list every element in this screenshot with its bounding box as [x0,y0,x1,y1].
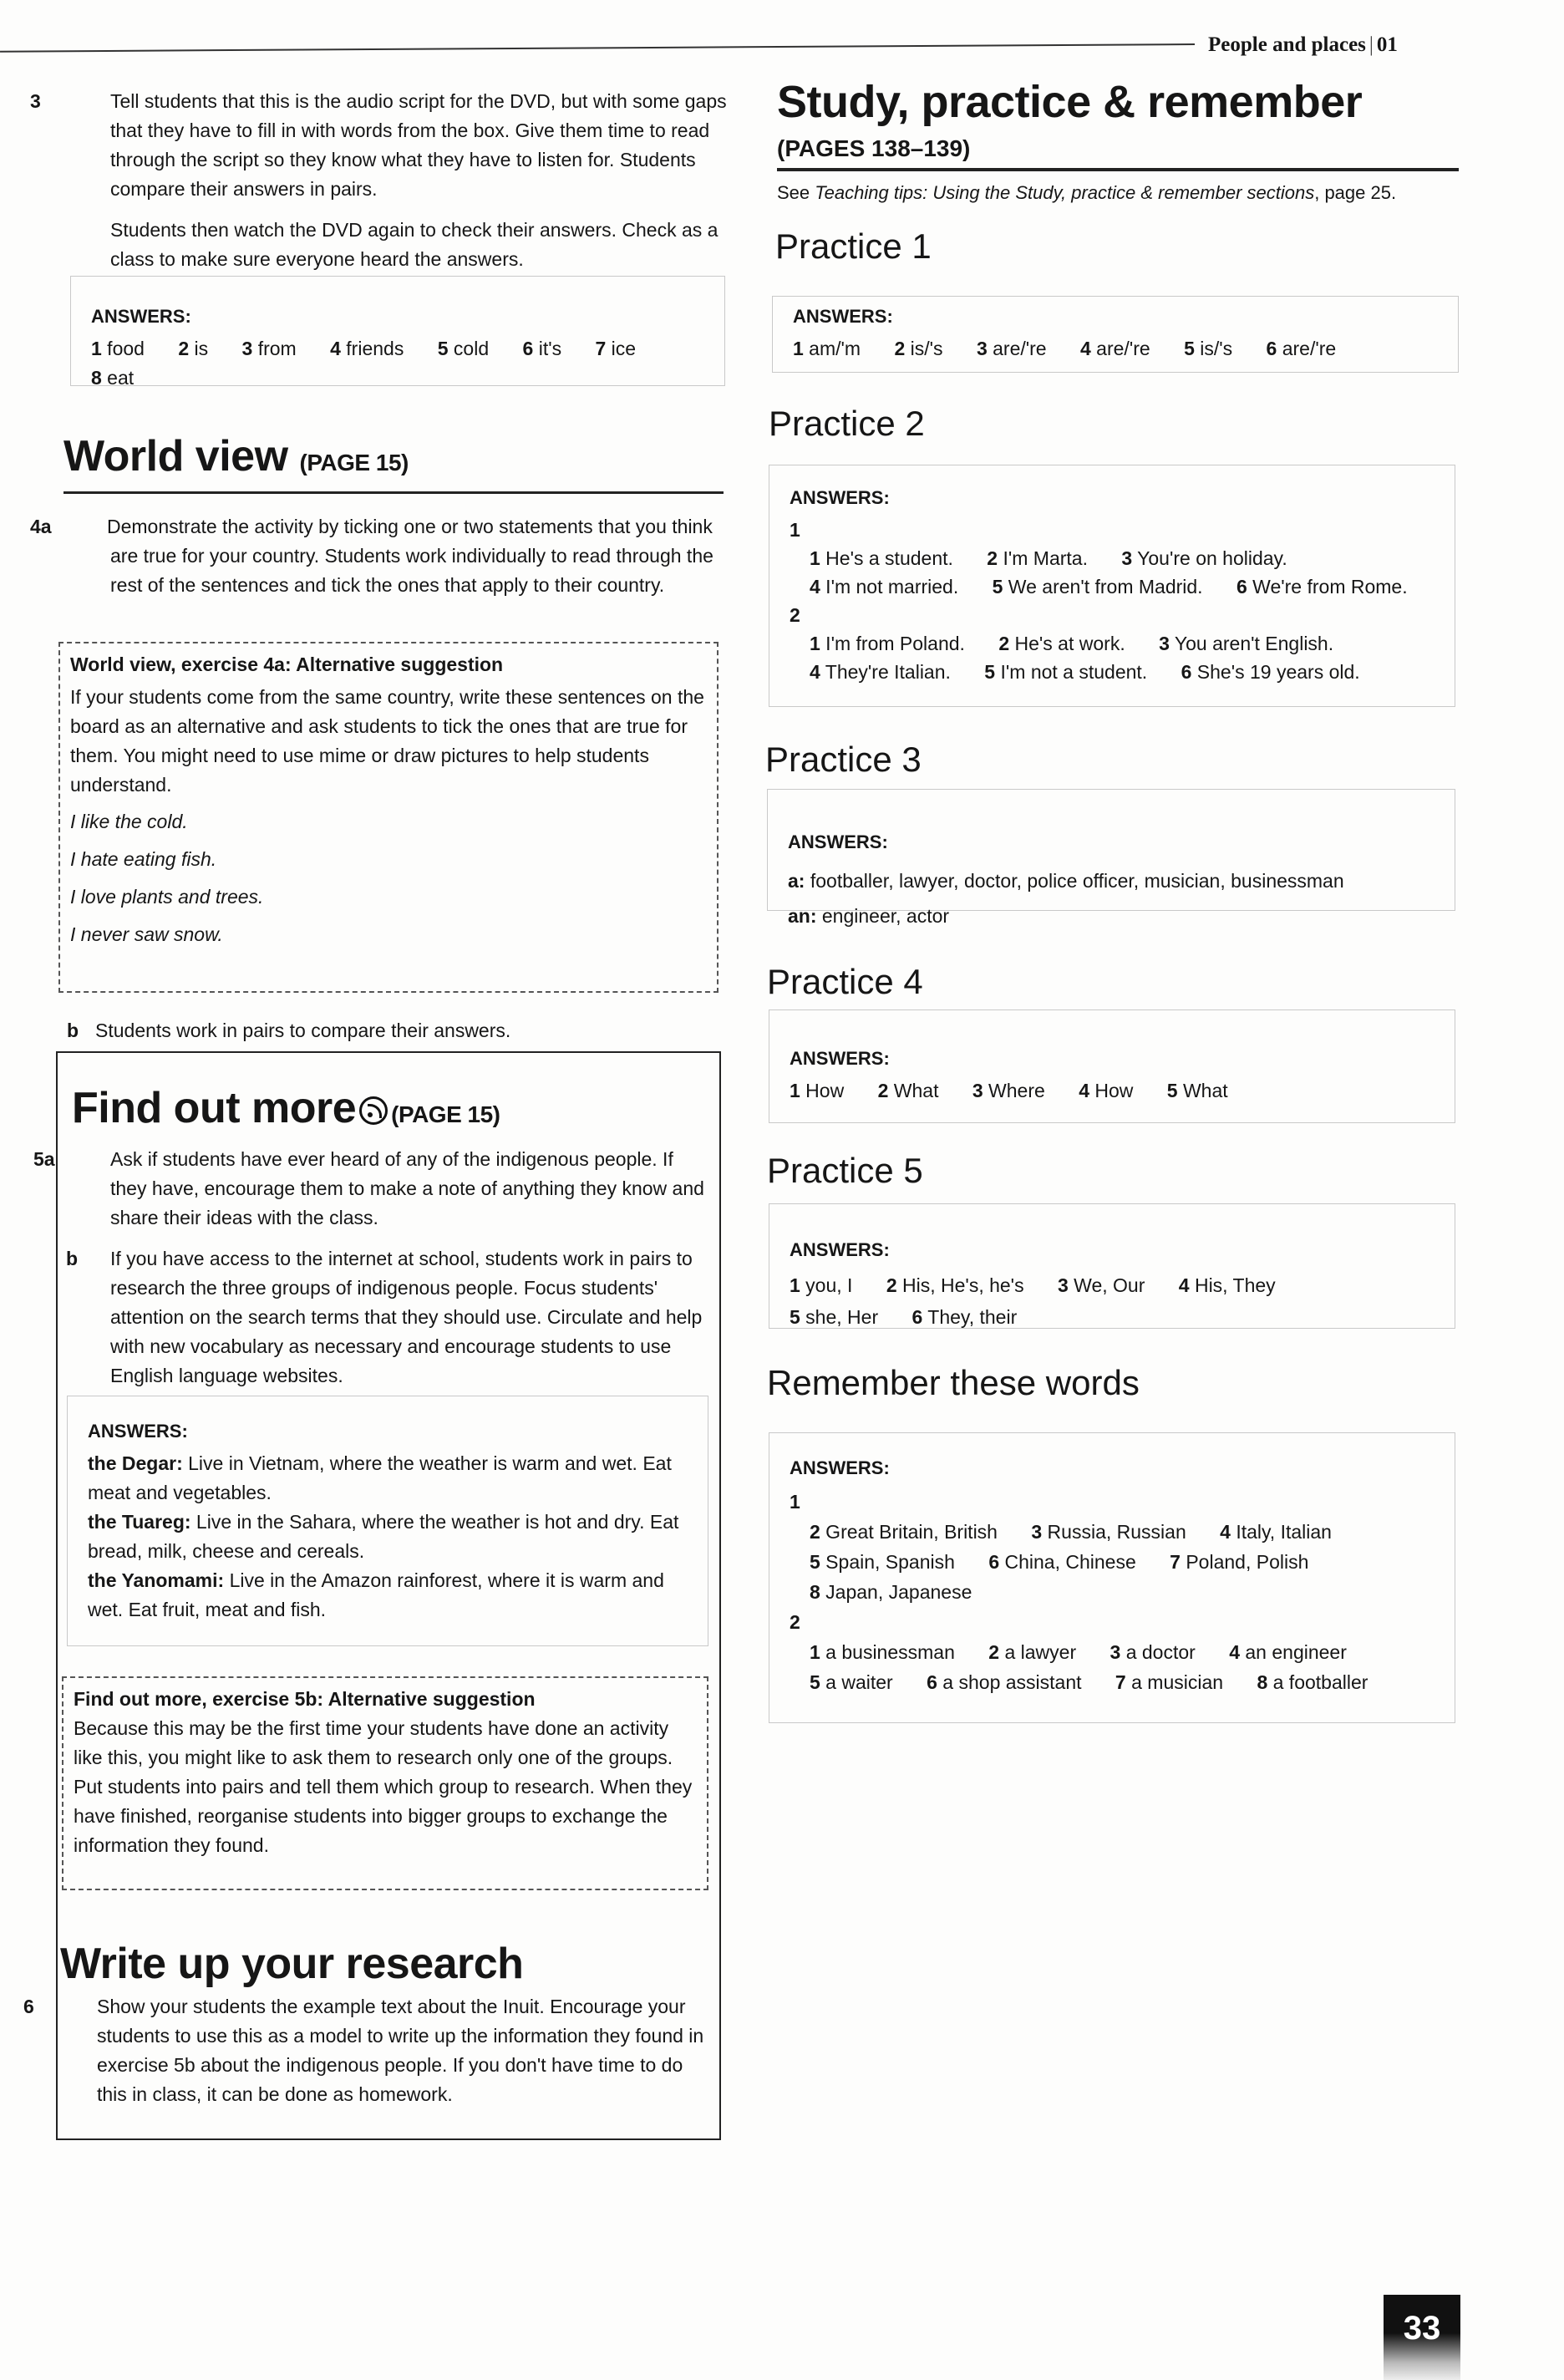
answer-item [1257,1671,1368,1693]
exercise-text: Tell students that this is the audio script for the DVD, but with some gaps that they have to fill in with words from the box. Give them time to read through the script so they know what they have to listen for. Students compare their answers in pairs. [110,90,727,200]
practice-5-heading: Practice 5 [767,1151,923,1190]
page-range: (PAGES 138–139) [777,135,971,161]
heading-rule [63,491,724,494]
answer-text: Great Britain, British [820,1521,998,1543]
answer-item [993,576,1203,598]
answer-item [810,633,965,654]
answer-item [1110,1641,1196,1663]
answer-item [1079,1080,1133,1101]
answer-item [1220,1521,1332,1543]
answer-item [977,338,1047,359]
answer-number: 3 [1159,633,1170,654]
answer-item [810,1641,955,1663]
answer-text: What [1177,1080,1228,1101]
answer-item [810,1521,998,1543]
section-heading: World view (PAGE 15) [63,432,409,481]
answer-number: 2 [810,1521,820,1543]
answer-item [1229,1641,1347,1663]
page-title: Study, practice & remember [777,77,1363,127]
answer-text: a waiter [820,1671,893,1693]
answer-number: 5 [810,1671,820,1693]
answer-item [912,1306,1018,1328]
answer-number: 5 [992,576,1003,598]
answer-number: 1 [793,338,804,359]
practice-1-answers: ANSWERS: 1 am/'m 2 is/'s 3 are/'re 4 are/'re 5 is/'s 6 are/'re [772,296,1459,373]
teaching-tips-note: See Teaching tips: Using the Study, practice & remember sections, page 25. [777,182,1397,203]
group-name: the Yanomami: [88,1569,225,1591]
exercise-number: 3 [30,90,41,112]
answer-text: are/'re [987,338,1047,359]
practice-4-answers: ANSWERS: 1 How 2 What 3 Where 4 How 5 What [769,1009,1455,1123]
answer-item [1181,661,1360,683]
answer-number: 2 [988,1641,1000,1663]
answer-text: food [101,338,145,359]
answer-item [1179,1274,1276,1296]
answer-text: it's [533,338,562,359]
group-description: Live in the Amazon rainforest, where it is warm and wet. Eat fruit, meat and fish. [88,1569,664,1620]
unit-number: 01 [1376,33,1398,56]
answer-number: 5 [437,338,449,359]
answer-number: 3 [976,338,988,359]
answer-number: 2 [877,1080,889,1101]
answer-text: from [252,338,297,359]
answer-item [1031,1521,1186,1543]
practice-2-heading: Practice 2 [769,404,925,443]
answers-label: ANSWERS: [88,1421,188,1442]
answer-number: 4 [1229,1641,1240,1663]
answer-item [1184,338,1232,359]
answer-text: China, Chinese [999,1551,1136,1573]
answer-text: I'm Marta. [998,547,1088,569]
answer-number: 3 [1031,1521,1043,1543]
answer-item [1080,338,1150,359]
answer-number: 2 [178,338,190,359]
answer-text: She's 19 years old. [1191,661,1360,683]
answer-text: a doctor [1120,1641,1196,1663]
answer-item [810,1581,972,1603]
answers-box-5b [67,1396,708,1646]
answer-text: Russia, Russian [1042,1521,1186,1543]
answer-text: How [800,1080,845,1101]
answer-text: a businessman [820,1641,955,1663]
remember-heading: Remember these words [767,1363,1140,1402]
practice-3-heading: Practice 3 [765,740,922,779]
answer-number: 3 [972,1080,983,1101]
answer-item [1121,547,1287,569]
answer-number: 6 [1181,661,1192,683]
answer-number: 6 [522,338,534,359]
answer-text: How [1089,1080,1134,1101]
answer-item [1115,1671,1223,1693]
example-sentence: I love plants and trees. [70,886,264,908]
example-sentences [70,803,707,954]
answer-number: 5 [810,1551,820,1573]
answer-item [790,1306,878,1328]
suggestion-title: World view, exercise 4a: Alternative suggestion [70,653,504,675]
answer-number: 2 [894,338,906,359]
answer-number: 4 [330,338,341,359]
answer-text: Spain, Spanish [820,1551,955,1573]
answer-text: cold [448,338,490,359]
answer-number: 8 [1257,1671,1268,1693]
answer-number: 3 [1110,1641,1121,1663]
practice-3-answers: ANSWERS: a: footballer, lawyer, doctor, police officer, musician, businessman an: engineer, actor [767,789,1455,911]
answer-number: 6 [1236,576,1247,598]
answer-text: ice [606,338,637,359]
answer-item [810,1671,893,1693]
answer-number: 1 [790,1080,800,1101]
answer-text: are/'re [1277,338,1337,359]
answer-item [1267,338,1337,359]
answer-item [91,338,145,359]
group-description: Live in Vietnam, where the weather is warm and wet. Eat meat and vegetables. [88,1452,672,1503]
answer-item [988,1641,1076,1663]
answer-number: 1 [91,338,102,359]
answer-item [810,547,953,569]
answer-number: 3 [1057,1274,1069,1296]
page-number: 33 [1384,2295,1460,2380]
exercise-text: Students then watch the DVD again to check their answers. Check as a class to make sure everyone heard the answers. [110,219,719,270]
section-title: People and places [1208,33,1366,56]
answer-text: is [189,338,209,359]
remember-answers: ANSWERS: 1 2 Great Britain, British 3 Russia, Russian 4 Italy, Italian 5 Spain, Spanish 6 China, Chinese 7 Poland, Polish 8 Japan, Japanese 2 1 a businessman 2 a lawyer 3 a doctor 4 an engineer 5 a waiter 6 a shop assistant 7 a musician 8 a footballer [769,1432,1455,1723]
answer-text: a shop assistant [937,1671,1082,1693]
answer-number: 1 [810,1641,820,1663]
write-up-section: Write up your research 6 Show your students the example text about the Inuit. Encourage your students to use this as a model to write up the information they found in exercise 5b about the indigenous people. If you don't have time to do this in class, it can be done as homework. [60,1939,712,2109]
answer-number: 3 [241,338,253,359]
answer-item [330,338,404,359]
answer-number: 7 [1170,1551,1181,1573]
alternative-suggestion-5b: Find out more, exercise 5b: Alternative suggestion Because this may be the first time your students have done an activity like this, you might like to ask them to research only one of the groups. Put students into pairs and tell them which group to research. When they have finished, reorganise students into bigger groups to exchange the information they found. [62,1676,708,1890]
answer-number: 6 [927,1671,937,1693]
answer-text: He's a student. [820,547,953,569]
answer-text: They, their [922,1306,1018,1328]
answers-label: ANSWERS: [91,306,191,327]
answer-text: a footballer [1267,1671,1368,1693]
answer-item [88,1566,689,1625]
answer-number: 5 [984,661,996,683]
answer-item [790,1274,852,1296]
answer-item [894,338,942,359]
answer-number: 5 [1166,1080,1178,1101]
answer-number: 3 [1121,547,1133,569]
answer-number: 4 [1080,338,1091,359]
answer-text: is/'s [905,338,943,359]
answer-number: 6 [911,1306,923,1328]
answer-item [998,633,1125,654]
answer-text: His, They [1189,1274,1276,1296]
answer-item [1170,1551,1308,1573]
answer-text: His, He's, he's [896,1274,1024,1296]
answer-text: I'm from Poland. [820,633,965,654]
answer-number: 1 [810,547,820,569]
answer-text: Japan, Japanese [820,1581,972,1603]
header-rule [0,43,1195,53]
group-name: the Degar: [88,1452,183,1474]
answer-text: What [888,1080,939,1101]
practice-4-heading: Practice 4 [767,962,923,1001]
web-research-icon [359,1096,388,1125]
answer-item [595,338,636,359]
answer-item [878,1080,939,1101]
answer-text: you, I [800,1274,853,1296]
example-sentence: I hate eating fish. [70,848,217,870]
practice-1-heading: Practice 1 [775,226,932,266]
answer-number: 4 [1220,1521,1231,1543]
answer-text: she, Her [800,1306,879,1328]
answer-text: I'm not a student. [995,661,1148,683]
answer-item [987,547,1088,569]
answer-number: 2 [987,547,998,569]
answer-text: I'm not married. [820,576,959,598]
group-description: Live in the Sahara, where the weather is hot and dry. Eat bread, milk, cheese and cereals. [88,1511,679,1562]
answer-text: Poland, Polish [1180,1551,1309,1573]
answer-item [810,1551,955,1573]
answer-item [178,338,208,359]
answers-box-3 [70,276,725,389]
answer-item [793,338,861,359]
answer-number: 6 [1266,338,1277,359]
practice-5-answers: ANSWERS: 1 you, I 2 His, He's, he's 3 We, Our 4 His, They 5 she, Her 6 They, their [769,1203,1455,1329]
study-practice-remember [777,77,1459,207]
answer-text: We aren't from Madrid. [1003,576,1203,598]
answer-text: is/'s [1194,338,1233,359]
section-heading: Write up your research [60,1940,524,1988]
answer-number: 5 [790,1306,800,1328]
answer-number: 2 [998,633,1010,654]
example-sentence: I like the cold. [70,811,188,832]
answer-text: They're Italian. [820,661,951,683]
exercise-4b: b Students work in pairs to compare their answers. [67,1020,511,1041]
answer-text: He's at work. [1009,633,1125,654]
answer-item [88,1449,689,1508]
answer-number: 5 [1184,338,1195,359]
alternative-suggestion-4a: World view, exercise 4a: Alternative suggestion If your students come from the same country, write these sentences on the board as an alternative and ask students to tick the ones that are true for them. You might need to use mime or draw pictures to help students understand. I like the cold. I hate eating fish. I love plants and trees. I never saw snow. [58,642,719,993]
answer-item [988,1551,1135,1573]
answer-number: 7 [1115,1671,1126,1693]
answer-item [927,1671,1081,1693]
running-header: People and places | 01 [1208,33,1398,56]
answer-item [790,1080,844,1101]
answer-text: am/'m [803,338,861,359]
answer-number: 7 [595,338,607,359]
suggestion-title: Find out more, exercise 5b: Alternative suggestion [74,1688,536,1710]
exercise-number: 4a [30,516,52,537]
answer-item [91,367,134,389]
answer-item [523,338,562,359]
answer-text: a musician [1125,1671,1224,1693]
answer-text: a lawyer [999,1641,1077,1663]
section-heading: Find out more (PAGE 15) [72,1084,500,1132]
answer-text: We're from Rome. [1247,576,1408,598]
answer-number: 2 [886,1274,897,1296]
answer-item [1236,576,1408,598]
answer-item [1058,1274,1145,1296]
answer-number: 4 [1079,1080,1089,1101]
answer-number: 4 [810,576,820,598]
answer-item [88,1508,689,1566]
find-out-more-section: Find out more (PAGE 15) 5a Ask if students have ever heard of any of the indigenous people. If they have, encourage them to make a note of anything they know and share their ideas with the class. b If you have access to the internet at school, students work in pairs to research the three groups of indigenous people. Focus students' attention on the search terms that they should use. Circulate and help with new vocabulary as necessary and encourage students to use English language websites. [72,1083,707,1391]
answers-list [91,334,706,393]
answer-number: 4 [1178,1274,1190,1296]
answer-text: eat [101,367,135,389]
answer-text: Italy, Italian [1230,1521,1332,1543]
group-name: the Tuareg: [88,1511,191,1533]
world-view-section: World view (PAGE 15) 4a Demonstrate the activity by ticking one or two statements that you think are true for your country. Students work individually to read through the rest of the sentences and tick the ones that apply to their country. [63,431,724,600]
answer-text: You're on holiday. [1132,547,1287,569]
example-sentence: I never saw snow. [70,923,223,945]
practice-2-answers: ANSWERS: 1 1 He's a student. 2 I'm Marta. 3 You're on holiday. 4 I'm not married. 5 We aren't from Madrid. 6 We're from Rome. 2 1 I'm from Poland. 2 He's at work. 3 You aren't English. 4 They're Italian. 5 I'm not a student. 6 She's 19 years old. [769,465,1455,707]
answer-item [242,338,297,359]
answer-number: 4 [810,661,820,683]
answer-number: 8 [810,1581,820,1603]
answer-number: 8 [91,367,102,389]
answer-item [972,1080,1045,1101]
answer-item [886,1274,1024,1296]
answer-text: an engineer [1240,1641,1347,1663]
answers-list [88,1449,689,1625]
answer-number: 1 [810,633,820,654]
answer-item [438,338,489,359]
answer-text: We, Our [1068,1274,1145,1296]
answer-item [810,576,958,598]
answer-item [1159,633,1333,654]
answer-text: Where [983,1080,1045,1101]
answer-text: friends [340,338,404,359]
answer-number: 1 [790,1274,800,1296]
answer-item [984,661,1147,683]
answer-item [810,661,951,683]
answer-item [1167,1080,1228,1101]
heading-rule [777,168,1459,171]
answer-text: You aren't English. [1169,633,1334,654]
answer-text: are/'re [1090,338,1150,359]
answer-number: 6 [988,1551,1000,1573]
exercise-3 [30,87,739,274]
